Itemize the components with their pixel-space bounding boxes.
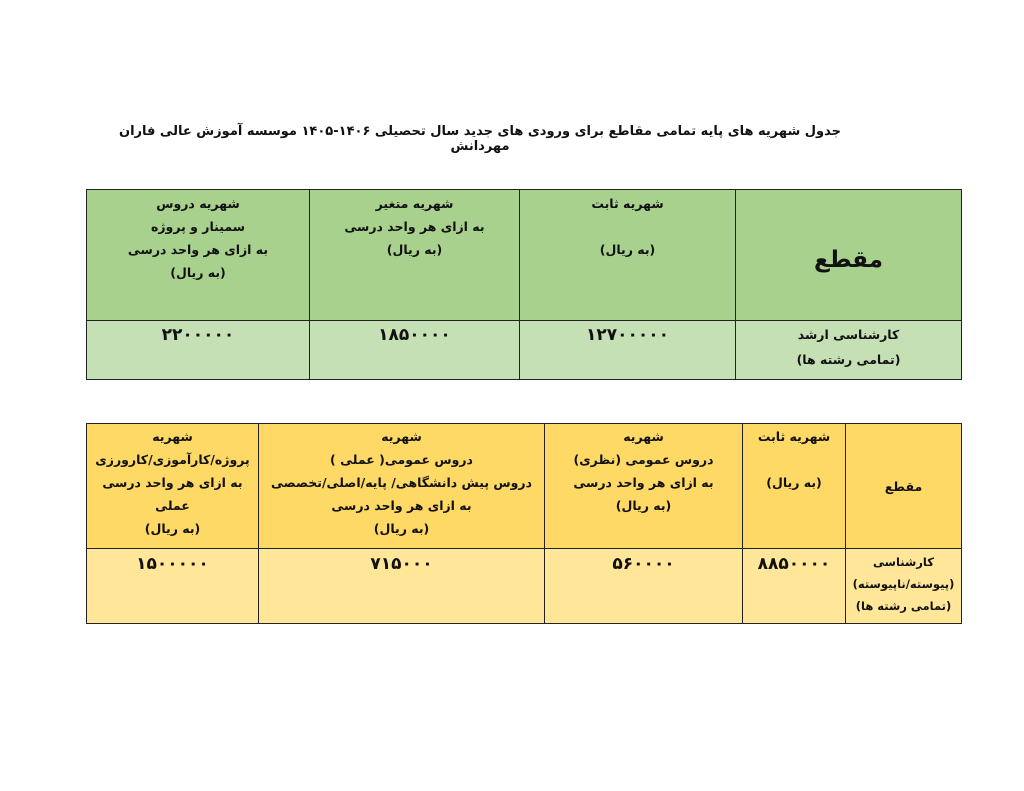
fixed-fee-header: شهریه ثابت (به ریال) — [743, 424, 846, 549]
table-row — [87, 321, 962, 380]
project-fee-value: ۱۵۰۰۰۰۰ — [87, 549, 259, 624]
level-header: مقطع — [736, 190, 962, 321]
fixed-fee-value: ۸۸۵۰۰۰۰ — [743, 549, 846, 624]
level-cell: کارشناسی ارشد (تمامی رشته ها) — [736, 321, 962, 380]
project-fee-header: شهریه پروژه/کارآموزی/کارورزی به ازای هر واحد درسی عملی (به ریال) — [87, 424, 259, 549]
masters-tuition-table — [86, 189, 962, 380]
theory-fee-value: ۵۶۰۰۰۰ — [545, 549, 743, 624]
level-cell: کارشناسی (پیوسته/ناپیوسته) (تمامی رشته ها) — [846, 549, 962, 624]
page-title: جدول شهریه های پایه تمامی مقاطع برای ورودی های جدید سال تحصیلی ۱۴۰۶-۱۴۰۵ موسسه آموزش عالی فاران مهردانش — [118, 124, 842, 154]
bachelors-tuition-table — [86, 423, 962, 624]
variable-fee-header: شهریه متغیر به ازای هر واحد درسی (به ریال) — [310, 190, 520, 321]
fixed-fee-value: ۱۲۷۰۰۰۰۰ — [520, 321, 736, 380]
variable-fee-value: ۱۸۵۰۰۰۰ — [310, 321, 520, 380]
table-row — [87, 549, 962, 624]
level-header: مقطع — [846, 424, 962, 549]
seminar-fee-value: ۲۲۰۰۰۰۰ — [87, 321, 310, 380]
seminar-fee-header: شهریه دروس سمینار و پروژه به ازای هر واحد درسی (به ریال) — [87, 190, 310, 321]
table-header-row — [87, 424, 962, 549]
table-header-row — [87, 190, 962, 321]
practical-fee-value: ۷۱۵۰۰۰ — [259, 549, 545, 624]
fixed-fee-header: شهریه ثابت (به ریال) — [520, 190, 736, 321]
theory-fee-header: شهریه دروس عمومی (نظری) به ازای هر واحد درسی (به ریال) — [545, 424, 743, 549]
practical-fee-header: شهریه دروس عمومی( عملی ) دروس پیش دانشگاهی/ پایه/اصلی/تخصصی به ازای هر واحد درسی (به ریال) — [259, 424, 545, 549]
